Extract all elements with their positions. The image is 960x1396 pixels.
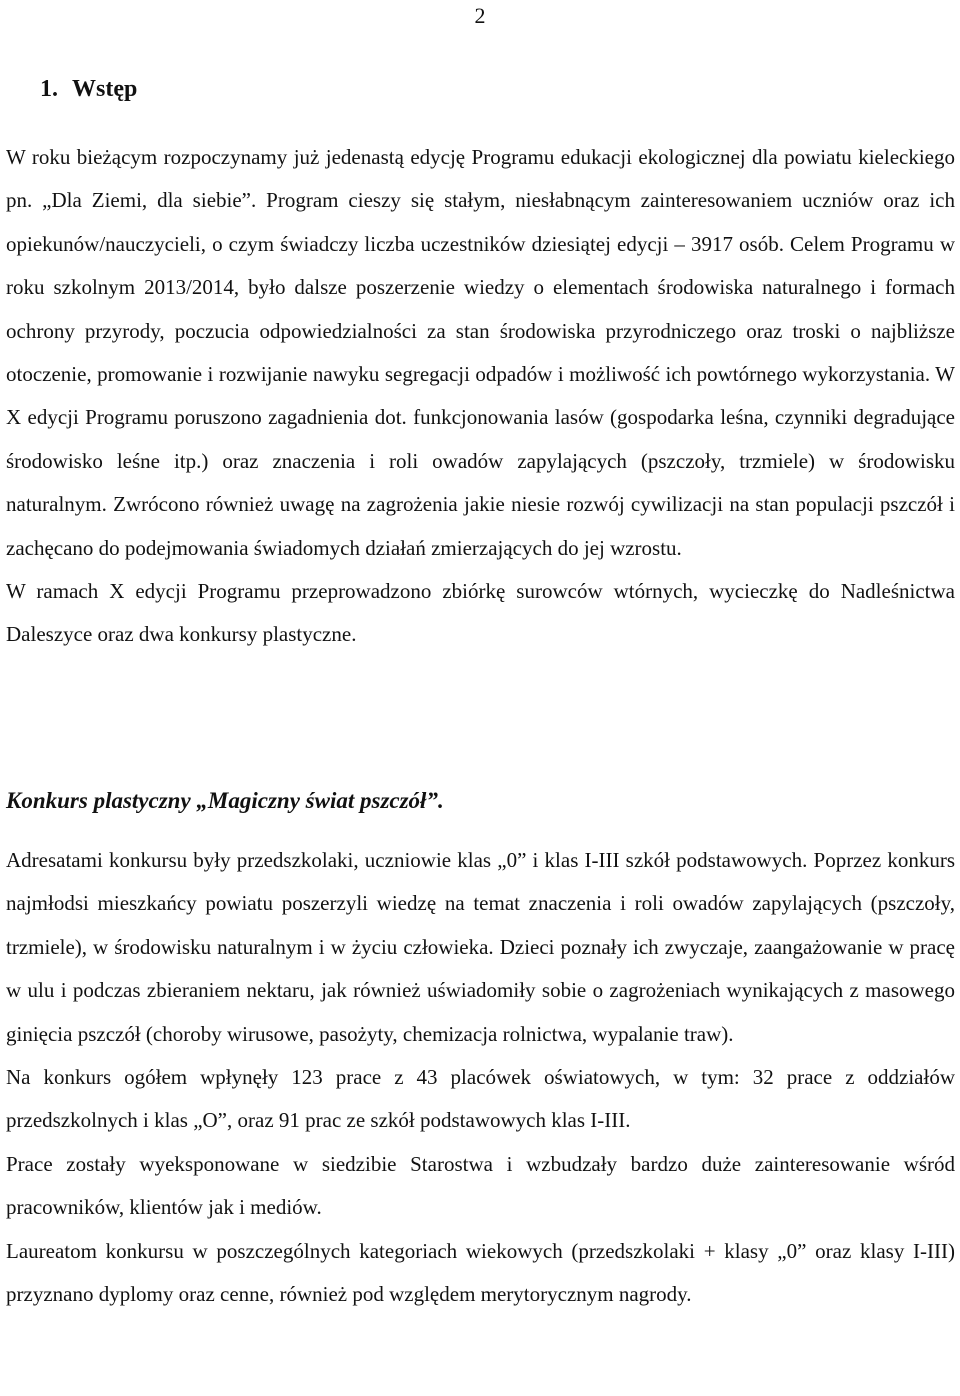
- contest-title: Konkurs plastyczny „Magiczny świat pszczół”.: [6, 788, 444, 813]
- page-number: 2: [474, 3, 486, 28]
- contest-paragraph: Prace zostały wyeksponowane w siedzibie Starostwa i wzbudzały bardzo duże zainteresowanie wśród pracowników, klientów jak i mediów.: [6, 1151, 955, 1220]
- intro-text: [6, 136, 955, 657]
- intro-paragraph: W roku bieżącym rozpoczynamy już jedenastą edycję Programu edukacji ekologicznej dla powiatu kieleckiego pn. „Dla Ziemi, dla siebie”. Program cieszy się stałym, niesłabnącym zainteresowaniem uczniów oraz ich opiekunów/nauczycieli, o czym świadczy liczba uczestników dziesiątej edycji – 3917 osób. Celem Programu w roku szkolnym 2013/2014, było dalsze poszerzenie wiedzy o elementach środowiska naturalnego i formach ochrony przyrody, poczucia odpowiedzialności za stan środowiska przyrodniczego oraz troski o najbliższe otoczenie, promowanie i rozwijanie nawyku segregacji odpadów i możliwość ich powtórnego wykorzystania. W X edycji Programu poruszono zagadnienia dot. funkcjonowania lasów (gospodarka leśna, czynniki degradujące środowisko leśne itp.) oraz znaczenia i roli owadów zapylających (pszczoły, trzmiele) w środowisku naturalnym. Zwrócono również uwagę na zagrożenia jakie niesie rozwój cywilizacji na stan populacji pszczół i zachęcano do podejmowania świadomych działań zmierzających do jej wzrostu.: [6, 145, 955, 560]
- section-title: Wstęp: [72, 76, 138, 102]
- contest-text: [6, 839, 955, 1316]
- section-number: 1.: [40, 76, 58, 102]
- contest-paragraph: Laureatom konkursu w poszczególnych kategoriach wiekowych (przedszkolaki + klasy „0” oraz klasy I-III) przyznano dyplomy oraz cenne, również pod względem merytorycznym nagrody.: [6, 1238, 955, 1307]
- contest-paragraph: Na konkurs ogółem wpłynęły 123 prace z 43 placówek oświatowych, w tym: 32 prace z oddziałów przedszkolnych i klas „O”, oraz 91 prac ze szkół podstawowych klas I-III.: [6, 1065, 955, 1133]
- section-heading: [40, 74, 137, 104]
- intro-paragraph: W ramach X edycji Programu przeprowadzono zbiórkę surowców wtórnych, wycieczkę do Nadleśnictwa Daleszyce oraz dwa konkursy plastyczne.: [6, 579, 955, 647]
- contest-paragraph: Adresatami konkursu były przedszkolaki, uczniowie klas „0” i klas I-III szkół podstawowych. Poprzez konkurs najmłodsi mieszkańcy powiatu poszerzyli wiedzę na temat znaczenia i roli owadów zapylających (pszczoły, trzmiele), w środowisku naturalnym i w życiu człowieka. Dzieci poznały ich zwyczaje, zaangażowanie w pracę w ulu i podczas zbieraniem nektaru, jak również uświadomiły sobie o zagrożeniach wynikających z masowego ginięcia pszczół (choroby wirusowe, pasożyty, chemizacja rolnictwa, wypalanie traw).: [6, 848, 955, 1046]
